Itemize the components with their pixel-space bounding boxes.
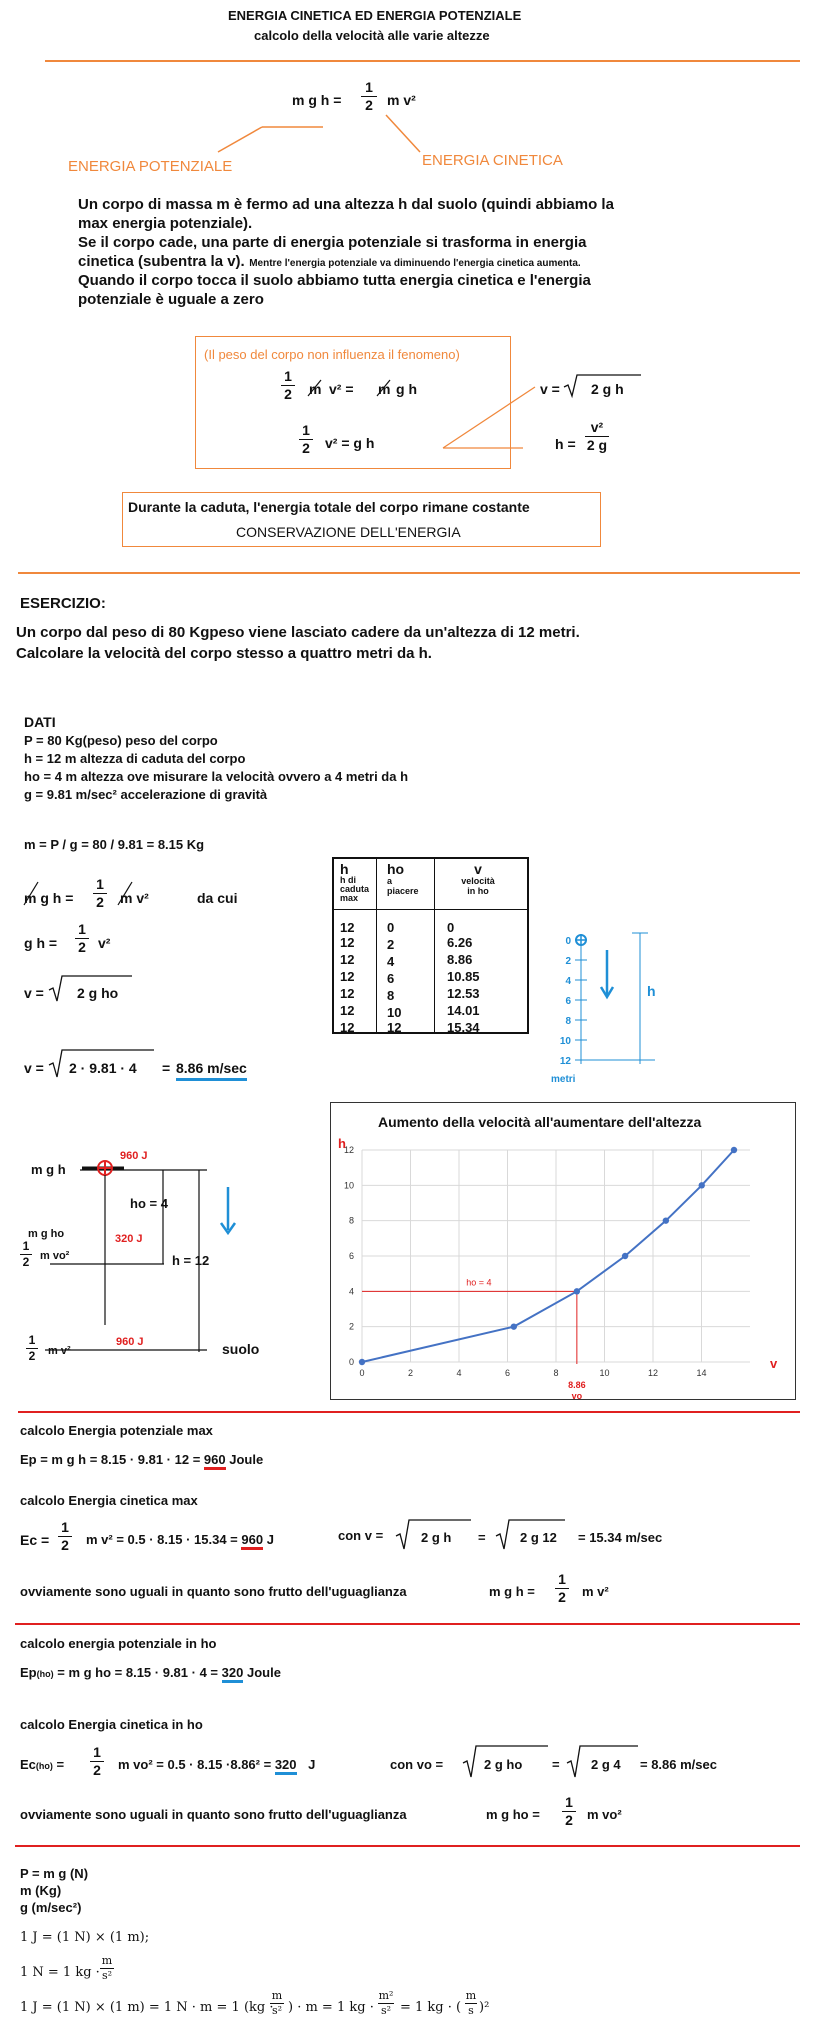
table-header-ho: [387, 862, 419, 897]
chart-y-tick-label: 10: [343, 1180, 354, 1191]
fraction-denominator: 2: [61, 1536, 69, 1553]
chart-annotation-ho: ho = 4: [466, 1277, 492, 1288]
diagram-fraction: [20, 1240, 32, 1268]
table-header-sub: max: [340, 893, 359, 903]
table-header-main: h: [340, 861, 349, 877]
intro-line-4-main: cinetica (subentra la v).: [78, 253, 245, 270]
table-cell: 12: [340, 920, 355, 935]
ep-ho-formula: [20, 1665, 281, 1680]
fraction-numerator: 1: [96, 876, 104, 892]
exercise-text-2: Calcolare la velocità del corpo stesso a quattro metri da h.: [16, 645, 432, 662]
table-cell: 8: [387, 988, 395, 1003]
diagram-energy-top: 960 J: [120, 1150, 148, 1162]
fraction-numerator: 1: [565, 1794, 573, 1810]
fraction-numerator: m: [101, 1954, 113, 1967]
box-eq1-m: m: [309, 381, 322, 397]
mass-calculation: m = P / g = 80 / 9.81 = 8.15 Kg: [24, 837, 205, 852]
fraction-denominator: s²: [380, 2003, 392, 2017]
fraction-numerator: 1: [284, 368, 292, 384]
fraction-numerator: v²: [590, 419, 604, 435]
box-note: (Il peso del corpo non influenza il fenomeno): [204, 347, 460, 362]
scale-tick-label: 0: [565, 936, 571, 947]
ec-ho-fraction: [90, 1745, 104, 1777]
dati-line-3: ho = 4 m altezza ove misurare la velocità ovvero a 4 metri da h: [24, 769, 409, 784]
intro-paragraph-line-1: Un corpo di massa m è fermo ad una altezza h dal suolo (quindi abbiamo la: [78, 196, 614, 213]
table-row: [340, 1003, 480, 1020]
ep-max-unit: Joule: [229, 1452, 264, 1467]
table-cell: 12: [340, 935, 355, 950]
calc-line1-left: m g h =: [24, 890, 74, 906]
ec-ho-left: [20, 1757, 64, 1772]
table-cell: 8.86: [447, 952, 473, 967]
calc-line1-dacui: da cui: [197, 890, 238, 906]
table-cell: 4: [387, 954, 395, 969]
chart-x-tick-label: 0: [359, 1368, 365, 1378]
calc-line1-right: m v²: [120, 890, 149, 906]
conservation-line-1: Durante la caduta, l'energia totale del corpo rimane costante: [128, 499, 530, 515]
dati-line-4: g = 9.81 m/sec² accelerazione di gravità: [24, 787, 268, 802]
chart-x-tick-label: 12: [647, 1368, 659, 1378]
box-eq2-rest: v² = g h: [325, 435, 375, 451]
units-line-2: m (Kg): [20, 1883, 62, 1898]
table-cell: 12: [387, 1020, 402, 1035]
table-row: [340, 986, 480, 1003]
units-formula-3-fraction-1: [270, 1990, 284, 2016]
table-cell: 10.85: [447, 969, 480, 984]
ep-ho-unit: Joule: [246, 1665, 281, 1680]
ep-ho-symbol: Ep: [20, 1665, 37, 1680]
diagram-ho: ho = 4: [130, 1196, 168, 1211]
chart-y-tick-label: 6: [348, 1251, 354, 1261]
calc-line1-cancel: [0, 0, 819, 940]
chart-x-tick-label: 2: [407, 1368, 414, 1378]
conservation-line-2: CONSERVAZIONE DELL'ENERGIA: [236, 524, 461, 540]
calc-line3-radicand: 2 g ho: [77, 985, 119, 1001]
table-cell: 12: [340, 952, 355, 967]
table-cell: 12: [340, 969, 355, 984]
table-cell: 12: [340, 1003, 355, 1018]
table-row: [340, 920, 480, 935]
table-cell: 12.53: [447, 986, 480, 1001]
chart-data-point: [699, 1182, 705, 1188]
table-header-divider: [334, 909, 527, 910]
label-energia-cinetica: ENERGIA CINETICA: [422, 152, 563, 169]
table-cell: 12: [340, 1020, 355, 1035]
divider-energy-ho: [15, 1623, 800, 1625]
fraction-denominator: s²: [101, 1968, 113, 1982]
ec-ho-con: con vo =: [390, 1757, 444, 1772]
table-cell: 15.34: [447, 1020, 480, 1035]
fraction-numerator: 1: [28, 1333, 36, 1347]
height-scale: [535, 890, 695, 1090]
scale-tick-label: 8: [565, 1016, 571, 1027]
chart-y-tick-label: 8: [348, 1215, 354, 1226]
fraction-denominator: 2: [96, 893, 104, 910]
box-eq1-v2: v² =: [329, 381, 354, 397]
table-cell: 12: [340, 986, 355, 1001]
table-header-sub: a: [387, 876, 393, 887]
fraction-denominator: 2: [22, 1254, 30, 1269]
scale-tick-label: 6: [565, 996, 571, 1007]
ec-ho-equals: =: [52, 1757, 65, 1772]
fraction-denominator: 2: [284, 385, 292, 402]
chart-y-tick-label: 12: [343, 1145, 354, 1155]
table-cell: 14.01: [447, 1003, 480, 1018]
fraction-numerator: 1: [365, 79, 373, 95]
units-formula-3-fraction-3: [465, 1990, 477, 2016]
fraction-numerator: m: [465, 1989, 477, 2002]
chart-x-tick-label: 8: [553, 1368, 559, 1378]
calc-line2-right: v²: [98, 935, 111, 951]
intro-paragraph-line-6: potenziale è uguale a zero: [78, 291, 264, 308]
table-header-h: [340, 862, 369, 903]
fraction-numerator: 1: [22, 1239, 30, 1253]
table-header-main: ho: [387, 861, 405, 877]
ep-ho-heading: calcolo energia potenziale in ho: [20, 1636, 217, 1651]
calc-line4-radicand: 2 · 9.81 · 4: [69, 1060, 137, 1076]
velocity-result: 8.86 m/sec: [176, 1060, 247, 1081]
calc-line2-left: g h =: [24, 935, 58, 951]
table-row: [340, 969, 480, 986]
fraction-numerator: m: [271, 1989, 283, 2002]
divider-energy-max: [18, 1411, 800, 1413]
equality-note-max-eq: m g h =: [489, 1584, 535, 1599]
calc-line2-fraction: [75, 922, 89, 954]
v-formula-label: v =: [540, 381, 560, 397]
calc-line4-left: v =: [24, 1060, 44, 1076]
table-header-sub: caduta: [340, 884, 370, 894]
ec-max-expression: [86, 1532, 274, 1547]
fraction-denominator: 2: [565, 1811, 573, 1828]
divider-units: [15, 1845, 800, 1847]
chart-y-tick-label: 2: [348, 1321, 354, 1332]
units-formula-3a: 1 J = (1 N) × (1 m) = 1 N · m = 1 (kg ·: [20, 2000, 274, 2015]
intro-line-4-note: Mentre l'energia potenziale va diminuendo l'energia cinetica aumenta.: [249, 258, 581, 269]
fraction-numerator: m²: [378, 1989, 394, 2002]
chart-annotation-v-value: 8.86: [568, 1380, 586, 1390]
units-line-1: P = m g (N): [20, 1866, 89, 1881]
fraction-numerator: 1: [302, 422, 310, 438]
ec-ho-result: = 8.86 m/sec: [640, 1757, 717, 1772]
ec-ho-heading: calcolo Energia cinetica in ho: [20, 1717, 203, 1732]
table-header-sub: piacere: [387, 886, 419, 897]
equality-note-max-fraction: [555, 1572, 569, 1604]
ec-ho-subscript: (ho): [35, 1761, 53, 1771]
fraction-denominator: 2: [78, 938, 86, 955]
chart-data-point: [511, 1323, 517, 1329]
ec-max-expr: m v² = 0.5 · 8.15 · 15.34 =: [86, 1532, 238, 1547]
chart-x-tick-label: 4: [456, 1368, 462, 1378]
intro-formula-right: m v²: [387, 92, 416, 108]
ec-max-heading: calcolo Energia cinetica max: [20, 1493, 198, 1508]
dati-heading: DATI: [24, 714, 56, 730]
ec-ho-radicand2: 2 g 4: [591, 1757, 621, 1772]
table-header-v: [448, 862, 508, 897]
ec-max-left: Ec =: [20, 1532, 50, 1548]
ec-max-radicand1: 2 g h: [421, 1530, 452, 1545]
chart-x-tick-label: 14: [696, 1368, 707, 1378]
fraction-numerator: 1: [93, 1744, 101, 1760]
dati-line-1: P = 80 Kg(peso) peso del corpo: [24, 733, 218, 748]
calc-line4-equals: =: [162, 1060, 171, 1076]
chart-annotation-v-label: vo: [571, 1391, 583, 1401]
fraction-numerator: 1: [558, 1571, 566, 1587]
table-body: [340, 920, 480, 1035]
diagram-h12: h = 12: [172, 1253, 210, 1268]
scale-unit-label: metri: [551, 1074, 576, 1085]
diagram-suolo: suolo: [222, 1341, 260, 1357]
diagram-energy-mid: 320 J: [115, 1233, 143, 1245]
units-formula-1: 1 J = (1 N) × (1 m);: [20, 1930, 150, 1945]
ec-ho-eq: =: [552, 1757, 560, 1772]
units-formula-3d: )²: [479, 2000, 490, 2015]
fraction-denominator: s: [468, 2003, 474, 2017]
table-header-sub: in ho: [467, 886, 489, 897]
diagram-mgh: m g h: [31, 1162, 66, 1177]
equality-note-max-end: m v²: [582, 1584, 609, 1599]
units-formula-2: 1 N = 1 kg ·: [20, 1965, 100, 1980]
diagram-bottom-fraction: [26, 1334, 38, 1362]
units-formula-3c: = 1 kg · (: [400, 2000, 462, 2015]
table-cell: 6: [387, 971, 395, 986]
fraction-denominator: s²: [271, 2003, 283, 2017]
ec-ho-expr: m vo² = 0.5 · 8.15 ·8.86² =: [118, 1757, 272, 1772]
intro-paragraph-line-3: Se il corpo cade, una parte di energia potenziale si trasforma in energia: [78, 234, 587, 251]
chart-data-point: [731, 1147, 737, 1153]
fraction-denominator: 2: [365, 96, 373, 113]
chart-data-point: [663, 1217, 669, 1223]
chart-data-point: [574, 1288, 580, 1294]
exercise-text-1: Un corpo dal peso di 80 Kgpeso viene lasciato cadere da un'altezza di 12 metri.: [16, 624, 580, 641]
scale-tick-label: 2: [565, 956, 571, 967]
ec-max-unit: J: [266, 1532, 274, 1547]
table-cell: 0: [387, 920, 395, 935]
units-formula-3-fraction-2: [378, 1990, 394, 2016]
scale-tick-label: 4: [565, 976, 571, 987]
equality-note-max: ovviamente sono uguali in quanto sono frutto dell'uguaglianza: [20, 1584, 407, 1599]
equality-note-ho-end: m vo²: [587, 1807, 622, 1822]
ec-max-radicand2: 2 g 12: [520, 1530, 557, 1545]
ep-ho-expression: = m g ho = 8.15 · 9.81 · 4 =: [53, 1665, 219, 1680]
diagram-energy-bottom: 960 J: [116, 1336, 144, 1348]
table-cell: 0: [447, 920, 455, 935]
page-title: ENERGIA CINETICA ED ENERGIA POTENZIALE: [228, 8, 522, 23]
ep-max-heading: calcolo Energia potenziale max: [20, 1423, 213, 1438]
ep-ho-subscript: (ho): [36, 1669, 54, 1679]
dati-line-2: h = 12 m altezza di caduta del corpo: [24, 751, 246, 766]
ec-ho-unit: J: [308, 1757, 316, 1772]
chart-y-tick-label: 4: [348, 1286, 354, 1297]
table-header-main: v: [474, 861, 482, 877]
equality-note-ho-fraction: [562, 1795, 576, 1827]
units-formula-3b: ) · m = 1 kg ·: [288, 2000, 374, 2015]
table-cell: 10: [387, 1005, 402, 1020]
diagram-mgho: m g ho: [28, 1228, 65, 1240]
ep-max-value: 960: [204, 1452, 226, 1470]
ec-ho-value: 320: [275, 1757, 297, 1775]
equality-note-ho: ovviamente sono uguali in quanto sono frutto dell'uguaglianza: [20, 1807, 407, 1822]
ec-max-eq: =: [478, 1530, 486, 1545]
intro-formula-left: m g h =: [292, 92, 342, 108]
ec-max-value: 960: [241, 1532, 263, 1550]
table-header-sub: velocità: [461, 876, 495, 887]
chart-y-axis-label: h: [338, 1136, 346, 1151]
units-formula-2-fraction: [100, 1955, 114, 1981]
ec-ho-radicand1: 2 g ho: [484, 1757, 523, 1772]
ec-max-result: = 15.34 m/sec: [578, 1530, 663, 1545]
equality-note-ho-eq: m g ho =: [486, 1807, 540, 1822]
table-rows: [340, 920, 480, 1035]
ep-max-expression: Ep = m g h = 8.15 · 9.81 · 12 =: [20, 1452, 201, 1467]
h-formula-label: h =: [555, 436, 576, 452]
table-row: [340, 1020, 480, 1035]
ec-max-con: con v =: [338, 1528, 384, 1543]
fraction-denominator: 2: [302, 439, 310, 456]
table-cell: 2: [387, 937, 395, 952]
fraction-denominator: 2: [93, 1761, 101, 1778]
box-eq1-gh: g h: [396, 381, 417, 397]
fraction-denominator: 2 g: [586, 436, 608, 453]
ep-max-formula: [20, 1452, 263, 1467]
velocity-table: [332, 857, 529, 1034]
table-cell: 6.26: [447, 935, 473, 950]
chart-data-point: [622, 1253, 628, 1259]
chart-y-tick-label: 0: [348, 1357, 354, 1367]
table-header-sub: h di: [340, 875, 356, 885]
scale-tick-label: 10: [559, 1036, 571, 1047]
ec-max-fraction: [58, 1520, 72, 1552]
chart-data-point: [359, 1359, 365, 1365]
chart-x-tick-label: 10: [599, 1368, 610, 1378]
h-dimension-label: h: [647, 983, 656, 999]
chart-x-tick-label: 6: [504, 1368, 511, 1378]
table-row: [340, 952, 480, 969]
label-energia-potenziale: ENERGIA POTENZIALE: [68, 158, 233, 175]
intro-paragraph-line-2: max energia potenziale).: [78, 215, 253, 232]
ep-ho-value: 320: [222, 1665, 244, 1683]
box-eq1-m-right: m: [378, 381, 391, 397]
velocity-chart: [330, 1130, 796, 1401]
ec-ho-expression: [118, 1757, 315, 1772]
calc-line3-left: v =: [24, 985, 44, 1001]
chart-x-axis-label: v: [770, 1356, 778, 1371]
page-subtitle: calcolo della velocità alle varie altezze: [254, 28, 490, 43]
chart-title: Aumento della velocità all'aumentare dell'altezza: [378, 1114, 702, 1130]
fraction-numerator: 1: [61, 1519, 69, 1535]
scale-tick-label: 12: [559, 1056, 571, 1067]
ec-ho-symbol: Ec: [20, 1757, 36, 1772]
fraction-denominator: 2: [558, 1588, 566, 1605]
v-formula-radicand: 2 g h: [591, 381, 624, 397]
intro-paragraph-line-5: Quando il corpo tocca il suolo abbiamo tutta energia cinetica e l'energia: [78, 272, 591, 289]
fraction-denominator: 2: [28, 1348, 36, 1363]
fraction-numerator: 1: [78, 921, 86, 937]
table-row: [340, 935, 480, 952]
diagram-mv-bottom: m v²: [48, 1345, 71, 1357]
units-line-3: g (m/sec²): [20, 1900, 82, 1915]
exercise-heading: ESERCIZIO:: [20, 595, 106, 612]
diagram-mvo: m vo²: [40, 1250, 70, 1262]
